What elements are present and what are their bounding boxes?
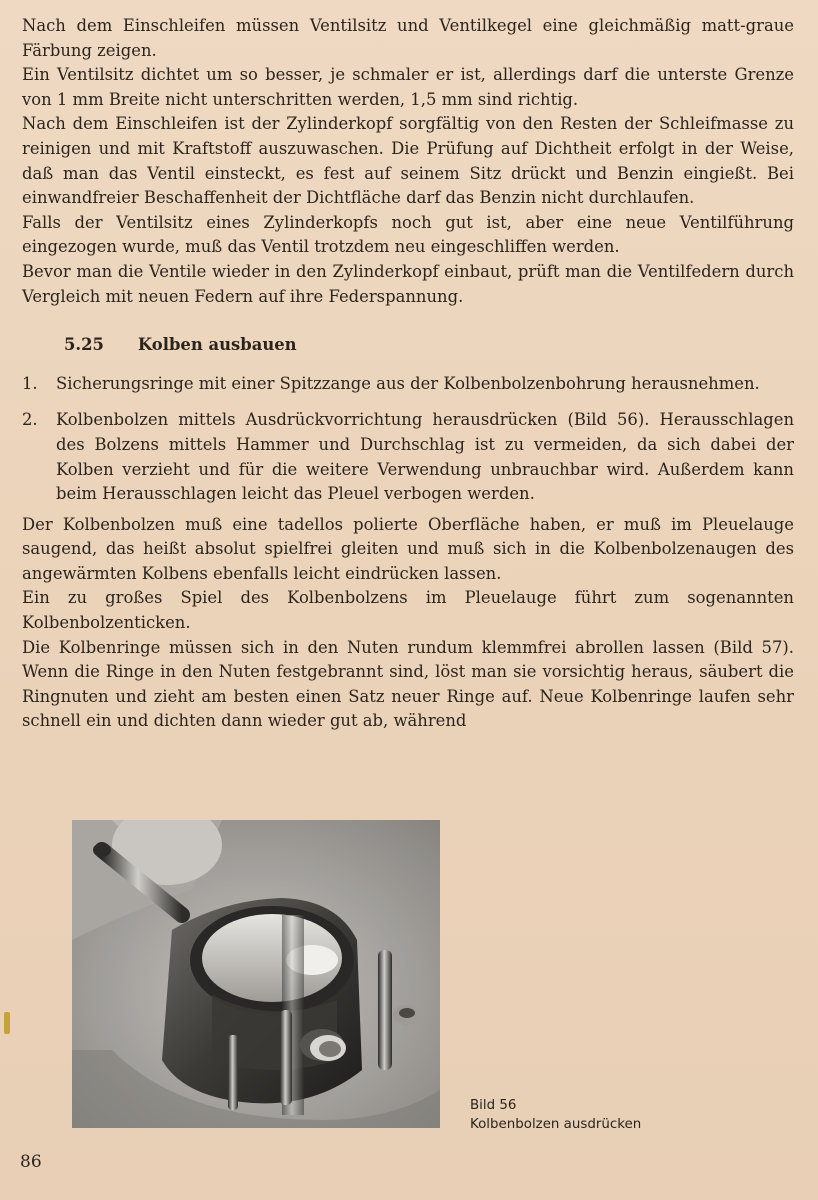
paragraph: Falls der Ventilsitz eines Zylinderkopfs noch gut ist, aber eine neue Ventilführung eingezogen wurde, muß das Ventil trotzdem neu eingeschliffen werden.: [22, 212, 794, 257]
paragraph: Ein Ventilsitz dichtet um so besser, je schmaler er ist, allerdings darf die unterste Grenze von 1 mm Breite nicht unterschritten werden, 1,5 mm sind richtig.: [22, 65, 794, 109]
figure-caption-text: Kolbenbolzen ausdrücken: [470, 1117, 642, 1132]
list-text: Sicherungsringe mit einer Spitzzange aus der Kolbenbolzenbohrung herausnehmen.: [56, 373, 760, 393]
paragraph: Nach dem Einschleifen müssen Ventilsitz und Ventilkegel eine gleichmäßig matt-graue Färbung zeigen.: [22, 16, 794, 60]
margin-mark: [4, 1012, 10, 1034]
figure-photo: [72, 820, 440, 1128]
piston-press-photo: [72, 820, 440, 1128]
list-text: Kolbenbolzen mittels Ausdrückvorrichtung herausdrücken (Bild 56). Herausschlagen des Bolzens mittels Hammer und Durchschlag ist zu vermeiden, da sich dabei der Kolben verzieht und für die weitere Verwendung unbrauchbar wird. Außerdem kann beim Herausschlagen leicht das Pleuel verbogen werden.: [56, 410, 794, 504]
body-text: [22, 14, 794, 734]
list-item: [22, 372, 794, 397]
section-number: 5.25: [64, 335, 104, 355]
figure-label: Bild 56: [470, 1098, 517, 1113]
list-item: [22, 408, 794, 506]
section-heading: [64, 333, 794, 358]
list-number: 1.: [22, 373, 38, 393]
paragraph: Nach dem Einschleifen ist der Zylinderkopf sorgfältig von den Resten der Schleifmasse zu reinigen und mit Kraftstoff auszuwaschen. Die Prüfung auf Dichtheit erfolgt in der Weise, daß man das Ventil einsteckt, es fest auf seinem Sitz drückt und Benzin eingießt. Bei einwandfreier Beschaffenheit der Dichtfläche darf das Benzin nicht durchlaufen.: [22, 114, 794, 208]
paragraph: Der Kolbenbolzen muß eine tadellos polierte Oberfläche haben, er muß im Pleuelauge saugend, das heißt absolut spielfrei gleiten und muß sich in die Kolbenbolzenaugen des angewärmten Kolbens ebenfalls leicht eindrücken lassen.: [22, 514, 794, 583]
figure-caption: [470, 1096, 770, 1134]
paragraph: Bevor man die Ventile wieder in den Zylinderkopf einbaut, prüft man die Ventilfedern durch Vergleich mit neuen Federn auf ihre Federspannung.: [22, 261, 794, 306]
list-number: 2.: [22, 410, 38, 430]
page-number: 86: [20, 1152, 42, 1172]
paragraph: Die Kolbenringe müssen sich in den Nuten rundum klemmfrei abrollen lassen (Bild 57). Wenn die Ringe in den Nuten festgebrannt sind, löst man sie vorsichtig heraus, säubert die Ringnuten und zieht am besten einen Satz neuer Ringe auf. Neue Kolbenringe laufen sehr schnell ein und dichten dann wieder gut ab, während: [22, 637, 794, 731]
paragraph: Ein zu großes Spiel des Kolbenbolzens im Pleuelauge führt zum sogenannten Kolbenbolzenticken.: [22, 588, 794, 633]
section-title: Kolben ausbauen: [137, 335, 297, 355]
